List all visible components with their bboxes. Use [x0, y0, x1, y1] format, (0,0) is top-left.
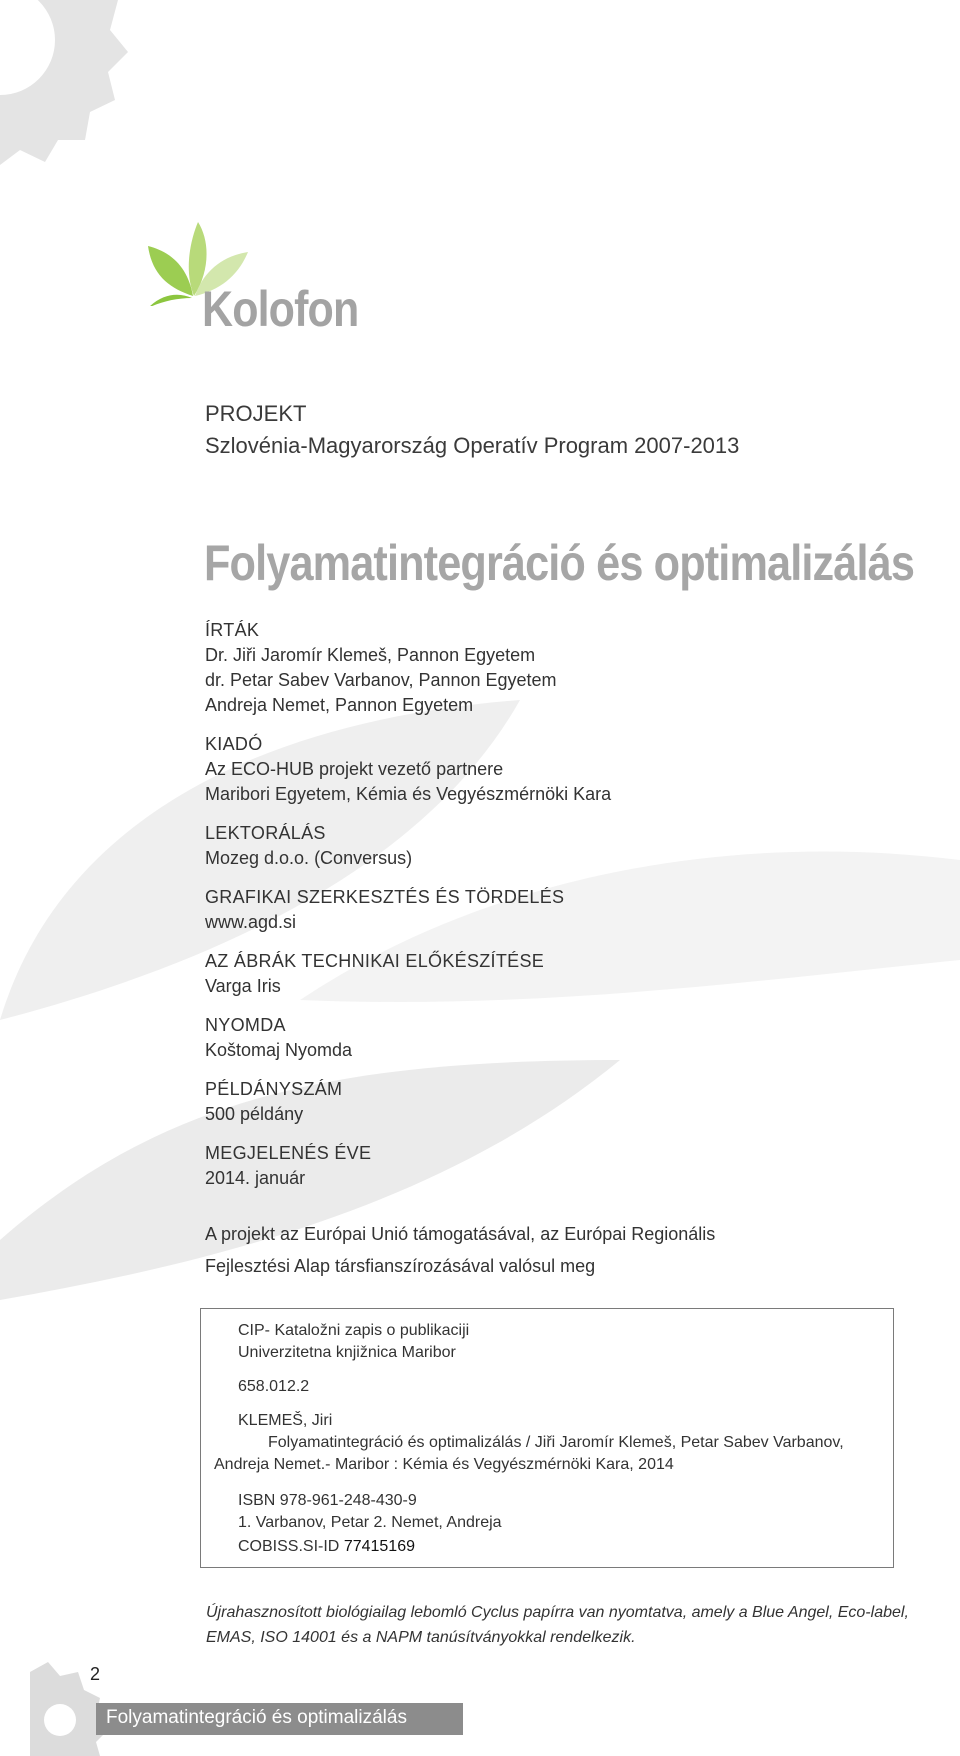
- cip-author: KLEMEŠ, Jiri: [238, 1412, 333, 1429]
- credit-line: Koštomaj Nyomda: [205, 1040, 353, 1060]
- funding-line: Fejlesztési Alap társfianszírozásával valósul meg: [205, 1256, 596, 1276]
- credit-label: LEKTORÁLÁS: [205, 823, 326, 843]
- credit-line: Maribori Egyetem, Kémia és Vegyészmérnöki Kara: [205, 784, 612, 804]
- credit-line: dr. Petar Sabev Varbanov, Pannon Egyetem: [205, 670, 557, 690]
- cip-description: Folyamatintegráció és optimalizálás / Jiři Jaromír Klemeš, Petar Sabev Varbanov,: [268, 1434, 844, 1451]
- cip-isbn: ISBN 978-961-248-430-9: [238, 1492, 417, 1509]
- credit-line: Mozeg d.o.o. (Conversus): [205, 848, 413, 868]
- credit-line: Az ECO-HUB projekt vezető partnere: [205, 759, 504, 779]
- cip-udc: 658.012.2: [238, 1378, 310, 1395]
- project-label: PROJEKT: [205, 401, 307, 426]
- credit-authors: [205, 618, 905, 718]
- credit-copies: [205, 1077, 905, 1127]
- page-number: 2: [90, 1664, 101, 1684]
- credit-link[interactable]: www.agd.si: [205, 912, 297, 932]
- cip-subjects: 1. Varbanov, Petar 2. Nemet, Andreja: [238, 1514, 502, 1531]
- recycle-line: Újrahasznosított biológiailag lebomló Cyclus papírra van nyomtatva, amely a Blue Angel, Eco-label,: [206, 1604, 909, 1621]
- cip-header: CIP- Kataložni zapis o publikaciji: [238, 1322, 470, 1339]
- credit-label: MEGJELENÉS ÉVE: [205, 1143, 372, 1163]
- credit-proofreading: [205, 821, 905, 871]
- credit-label: GRAFIKAI SZERKESZTÉS ÉS TÖRDELÉS: [205, 887, 565, 907]
- cobiss-id: 77415169: [343, 1538, 415, 1555]
- page-title: Folyamatintegráció és optimalizálás: [204, 535, 915, 591]
- cobiss-label: COBISS.SI-ID: [238, 1538, 340, 1555]
- credit-line: 500 példány: [205, 1104, 304, 1124]
- recycled-paper-note: [206, 1600, 956, 1650]
- cip-cobiss: [238, 1536, 415, 1558]
- credits-list: [205, 618, 905, 1205]
- cip-record-box: [200, 1308, 894, 1568]
- credit-line: Dr. Jiři Jaromír Klemeš, Pannon Egyetem: [205, 645, 536, 665]
- funding-statement: [205, 1218, 925, 1282]
- cip-description-cont: Andreja Nemet.- Maribor : Kémia és Vegyészmérnöki Kara, 2014: [214, 1456, 674, 1473]
- footer-title: Folyamatintegráció és optimalizálás: [106, 1707, 407, 1728]
- funding-line: A projekt az Európai Unió támogatásával, az Európai Regionális: [205, 1224, 716, 1244]
- credit-label: NYOMDA: [205, 1015, 286, 1035]
- project-value: Szlovénia-Magyarország Operatív Program 2007-2013: [205, 433, 740, 458]
- recycle-line: EMAS, ISO 14001 és a NAPM tanúsítványokkal rendelkezik.: [206, 1629, 636, 1646]
- credit-label: PÉLDÁNYSZÁM: [205, 1079, 343, 1099]
- credit-label: KIADÓ: [205, 734, 263, 754]
- credit-design: [205, 885, 905, 935]
- credit-line: Varga Iris: [205, 976, 281, 996]
- credit-figures: [205, 949, 905, 999]
- cip-library: Univerzitetna knjižnica Maribor: [238, 1344, 456, 1361]
- credit-label: AZ ÁBRÁK TECHNIKAI ELŐKÉSZÍTÉSE: [205, 951, 545, 971]
- credit-publisher: [205, 732, 905, 807]
- logo-wordmark: Kolofon: [202, 281, 359, 337]
- credit-line: 2014. január: [205, 1168, 306, 1188]
- credit-line: Andreja Nemet, Pannon Egyetem: [205, 695, 474, 715]
- credit-printer: [205, 1013, 905, 1063]
- credit-label: ÍRTÁK: [205, 620, 260, 640]
- credit-year: [205, 1141, 905, 1191]
